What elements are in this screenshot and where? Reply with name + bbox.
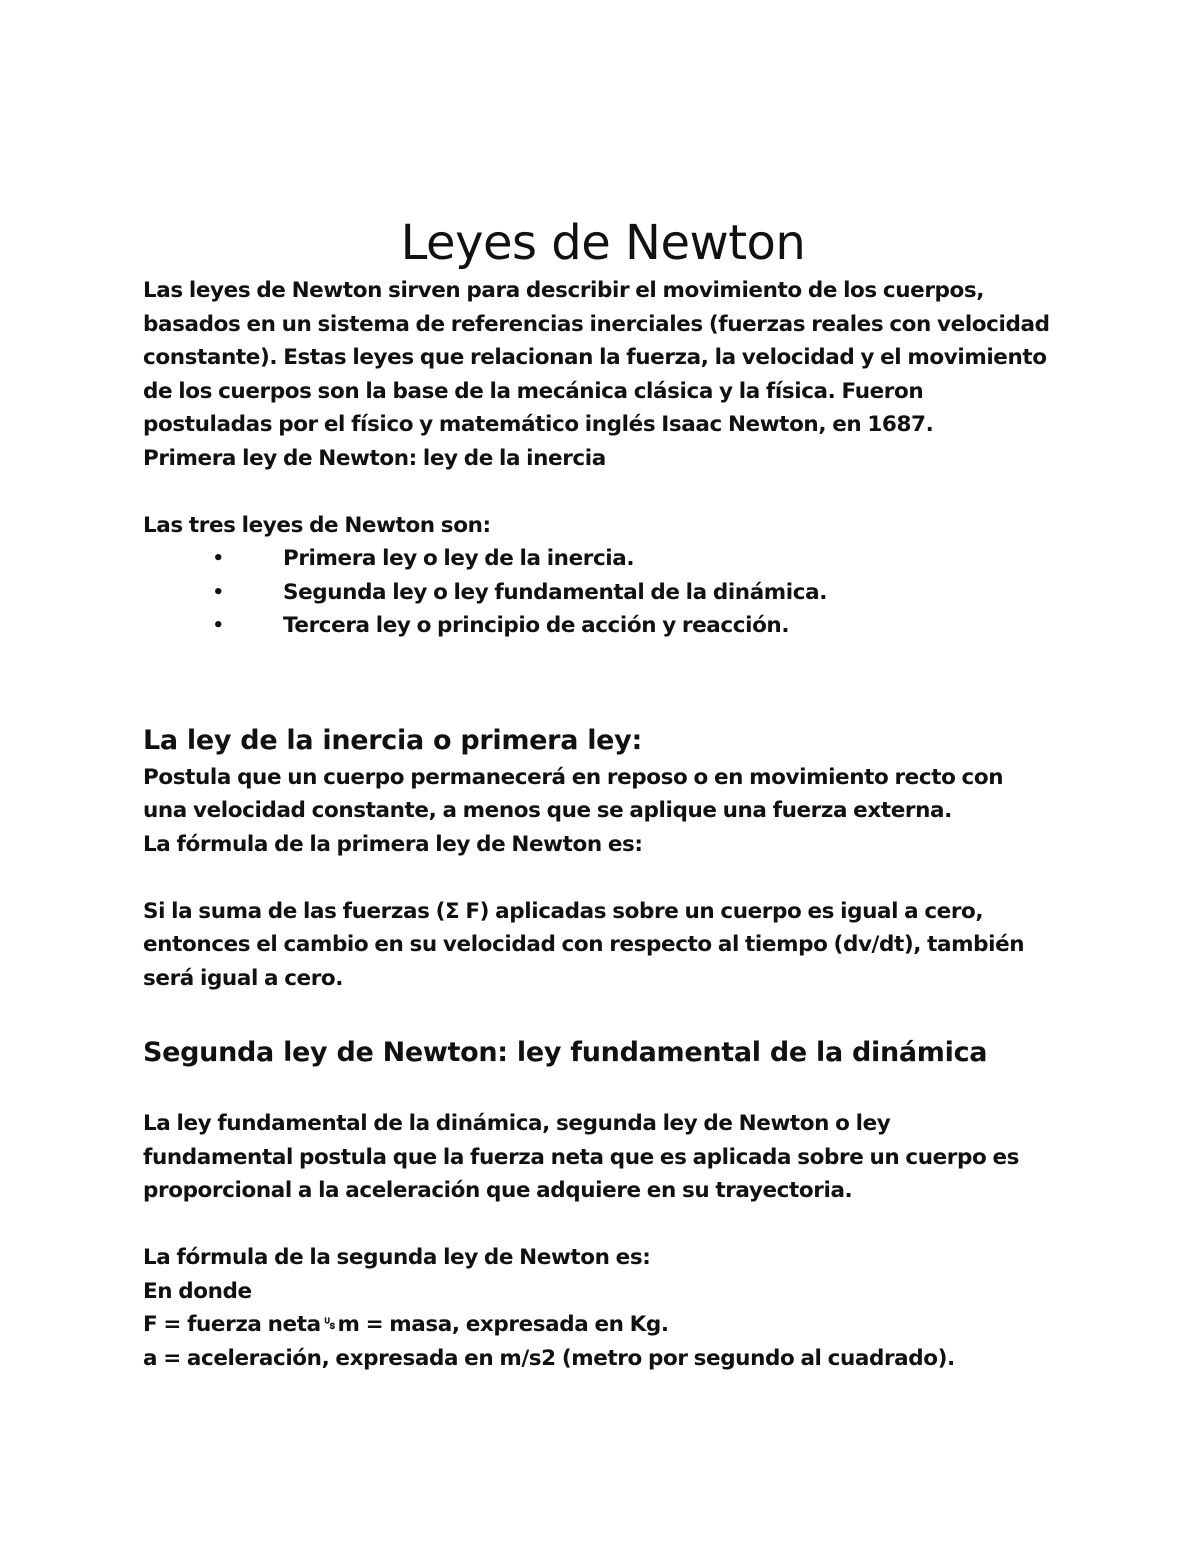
list-item-text: Primera ley o ley de la inercia. <box>283 546 635 571</box>
text-line: basados en un sistema de referencias inerciales (fuerzas reales con velocidad <box>143 311 1050 337</box>
spacer <box>143 475 1063 509</box>
text-line: proporcional a la aceleración que adquiere en su trayectoria. <box>143 1178 853 1203</box>
spacer <box>143 643 1063 721</box>
text-line: Las leyes de Newton sirven para describir el movimiento de los cuerpos, <box>143 278 985 303</box>
text-line: constante). Estas leyes que relacionan la fuerza, la velocidad y el movimiento <box>143 345 1047 370</box>
section-inertia-paragraph <box>143 761 1063 862</box>
bullet-icon: • <box>212 581 224 603</box>
text-line: a = aceleración, expresada en m/s2 (metro por segundo al cuadrado). <box>143 1345 955 1371</box>
section-second-law-formula-paragraph <box>143 1241 1063 1375</box>
list-item-text: Tercera ley o principio de acción y reacción. <box>283 613 790 638</box>
text-line: La fórmula de la primera ley de Newton es: <box>143 831 643 857</box>
document-body <box>143 214 1063 1375</box>
text-line: será igual a cero. <box>143 965 344 991</box>
list-item <box>143 542 1063 576</box>
spacer <box>143 995 1063 1033</box>
text-line: La fórmula de la segunda ley de Newton es: <box>143 1245 651 1270</box>
bullet-icon: • <box>212 615 224 636</box>
list-item <box>143 576 1063 610</box>
list-intro: Las tres leyes de Newton son: <box>143 512 491 538</box>
spacer <box>143 861 1063 895</box>
section-inertia-formula-paragraph <box>143 895 1063 996</box>
intro-paragraph <box>143 274 1063 475</box>
laws-list <box>143 542 1063 643</box>
spacer <box>143 1073 1063 1107</box>
text-line: La ley fundamental de la dinámica, segunda ley de Newton o ley <box>143 1111 891 1136</box>
section-heading-inertia: La ley de la inercia o primera ley: <box>143 724 642 756</box>
list-item-text: Segunda ley o ley fundamental de la dinámica. <box>283 579 827 605</box>
text-line: Si la suma de las fuerzas (Σ F) aplicadas sobre un cuerpo es igual a cero, <box>143 898 984 924</box>
text-line: Postula que un cuerpo permanecerá en reposo o en movimiento recto con <box>143 764 1004 790</box>
section-second-law-paragraph <box>143 1107 1063 1208</box>
text-line: de los cuerpos son la base de la mecánica clásica y la física. Fueron <box>143 378 924 404</box>
text-line: postuladas por el físico y matemático inglés Isaac Newton, en 1687. <box>143 412 934 437</box>
section-heading-second-law: Segunda ley de Newton: ley fundamental de la dinámica <box>143 1037 988 1068</box>
text-line: fundamental postula que la fuerza neta que es aplicada sobre un cuerpo es <box>143 1144 1020 1170</box>
list-item <box>143 609 1063 643</box>
text-line: En donde <box>143 1278 252 1304</box>
text-line: una velocidad constante, a menos que se aplique una fuerza externa. <box>143 798 952 823</box>
bullet-icon: • <box>212 548 224 569</box>
text-line: Primera ley de Newton: ley de la inercia <box>143 445 606 471</box>
text-line: entonces el cambio en su velocidad con respecto al tiempo (dv/dt), también <box>143 932 1025 957</box>
text-line: F = fuerza neta␟m = masa, expresada en Kg. <box>143 1312 669 1337</box>
document-title: Leyes de Newton <box>400 215 806 271</box>
spacer <box>143 1208 1063 1242</box>
